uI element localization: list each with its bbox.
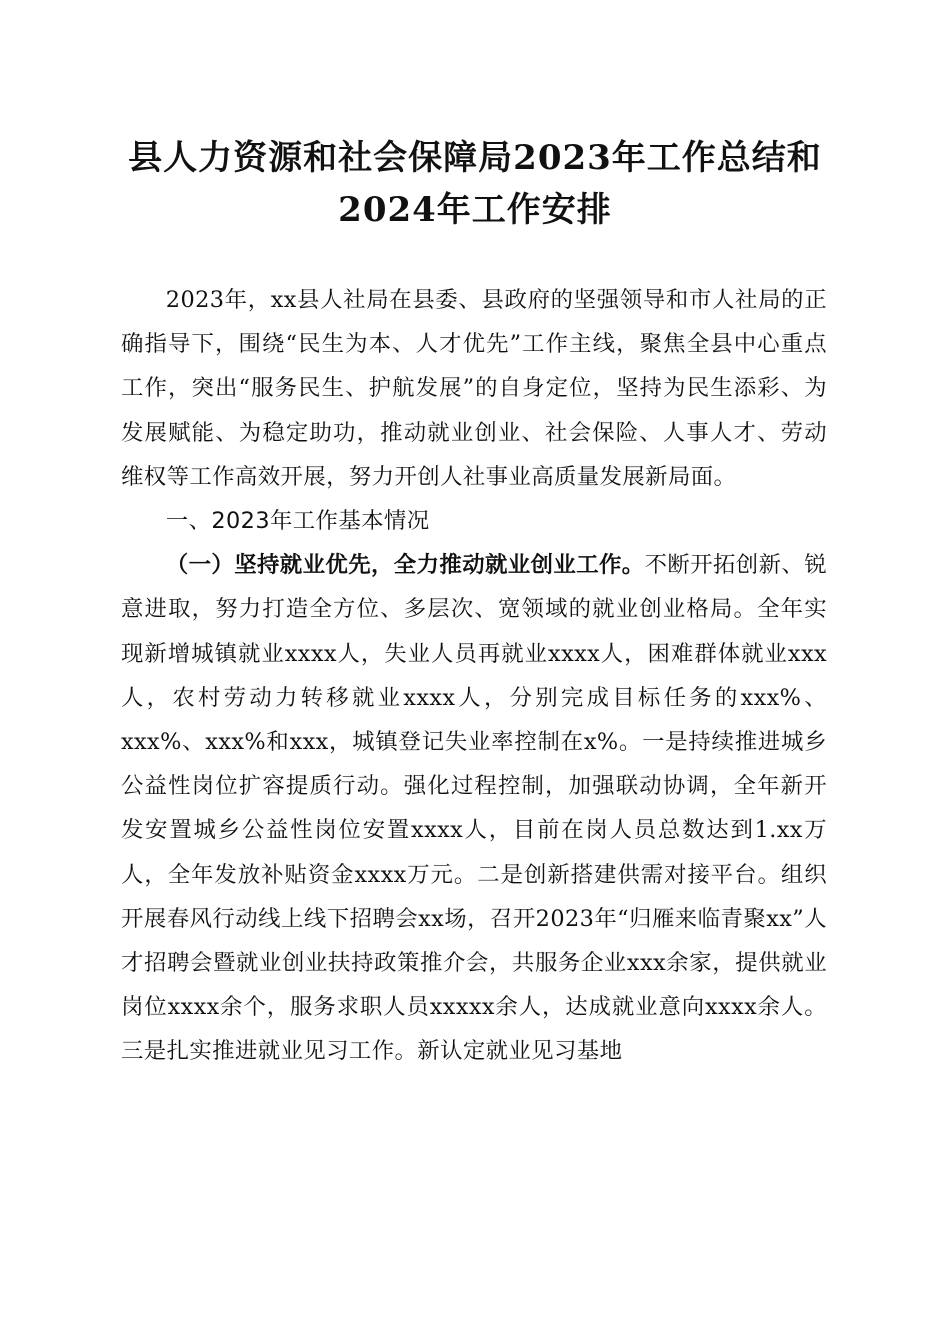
document-body	[121, 278, 827, 1074]
subsection-lead: （一）坚持就业优先，全力推动就业创业工作。	[165, 552, 645, 579]
document-title	[110, 132, 840, 236]
title-line-1: 县人力资源和社会保障局2023年工作总结和	[128, 138, 822, 178]
title-line-2: 2024年工作安排	[338, 190, 612, 230]
subsection-body: 不断开拓创新、锐意进取，努力打造全方位、多层次、宽领域的就业创业格局。全年实现新增城镇就业xxxx人，失业人员再就业xxxx人，困难群体就业xxx人，农村劳动力转移就业xxxx人，分别完成目标任务的xxx%、xxx%、xxx%和xxx，城镇登记失业率控制在x%。一是持续推进城乡公益性岗位扩容提质行动。强化过程控制，加强联动协调，全年新开发安置城乡公益性岗位安置xxxx人，目前在岗人员总数达到1.xx万人，全年发放补贴资金xxxx万元。二是创新搭建供需对接平台。组织开展春风行动线上线下招聘会xx场，召开2023年“归雁来临青聚xx”人才招聘会暨就业创业扶持政策推介会，共服务企业xxx余家，提供就业岗位xxxx余个，服务求职人员xxxxx余人，达成就业意向xxxx余人。三是扎实推进就业见习工作。新认定就业见习基地	[121, 552, 828, 1065]
intro-paragraph: 2023年，xx县人社局在县委、县政府的坚强领导和市人社局的正确指导下，围绕“民生为本、人才优先”工作主线，聚焦全县中心重点工作，突出“服务民生、护航发展”的自身定位，坚持为民生添彩、为发展赋能、为稳定助功，推动就业创业、社会保险、人事人才、劳动维权等工作高效开展，努力开创人社事业高质量发展新局面。	[121, 287, 827, 490]
section-heading: 一、2023年工作基本情况	[165, 508, 430, 535]
subsection-paragraph	[121, 543, 827, 1073]
